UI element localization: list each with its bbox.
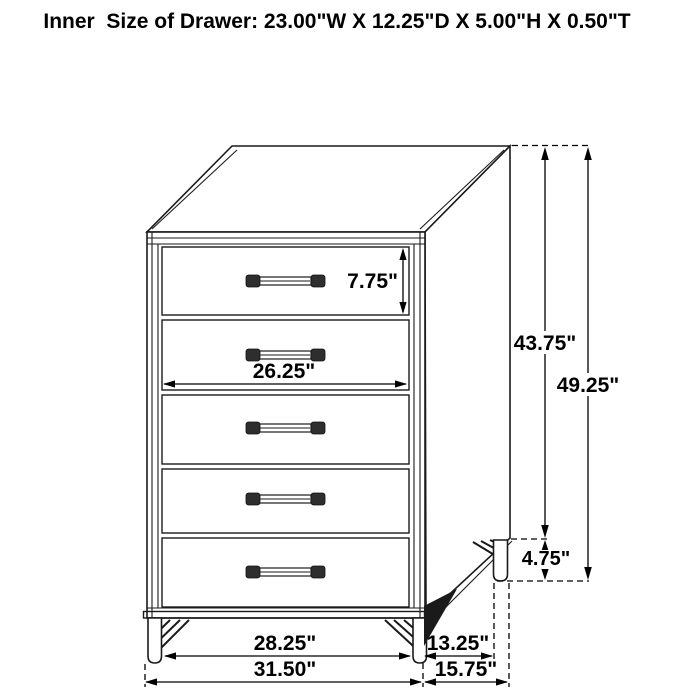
drawer-face-width-label: 26.25": [252, 360, 316, 383]
overall-height-label: 49.25": [556, 374, 620, 397]
dimension-leg-height: [520, 540, 571, 580]
drawer-face-height-label: 7.75": [347, 270, 398, 293]
drawer-5-handle: [246, 566, 325, 578]
dimension-front-leg-spacing: [164, 632, 411, 660]
dimension-overall-width: [145, 658, 422, 686]
drawer-1-handle: [246, 275, 325, 287]
diagram-title: Inner Size of Drawer: 23.00"W X 12.25"D X 5.00"H X 0.50"T: [43, 10, 631, 33]
drawer-3-handle: [246, 422, 325, 434]
drawer-4-handle: [246, 493, 325, 505]
overall-width-label: 31.50": [253, 658, 317, 681]
dimension-overall-depth: [424, 658, 508, 686]
chest-illustration: [144, 146, 513, 663]
dimension-side-leg-spacing: [424, 632, 493, 660]
drawer-4: [162, 469, 409, 533]
dimension-cabinet-body-height: [514, 147, 577, 538]
leg-height-label: 4.75": [521, 548, 571, 570]
overall-depth-label: 15.75": [434, 658, 498, 681]
drawer-3: [162, 395, 409, 464]
side-leg-spacing-label: 13.25": [426, 632, 490, 655]
dimension-overall-height: [557, 147, 620, 580]
drawer-5: [162, 538, 409, 607]
front-leg-spacing-label: 28.25": [253, 632, 317, 655]
cabinet-body-height-label: 43.75": [513, 332, 577, 355]
